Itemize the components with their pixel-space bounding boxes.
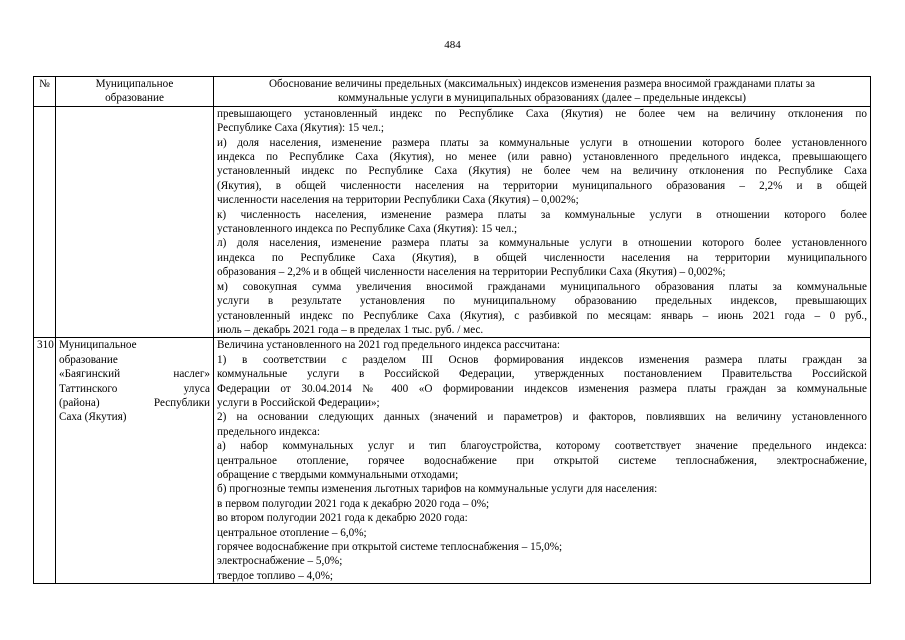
text-line: Федерации от 30.04.2014 № 400 «О формировании индексов изменения размера платы граждан за коммунальные — [217, 382, 867, 395]
text-line: образования – 2,2% и в общей численности населения на территории Республики Саха (Якутия) – 0,002%; — [217, 266, 726, 279]
text-line: во втором полугодии 2021 года к декабрю 2020 года: — [217, 512, 468, 525]
municipality-line: «Баягинский наслег» — [59, 368, 210, 381]
header-justification-line: коммунальные услуги в муниципальных образованиях (далее – предельные индексы) — [337, 92, 747, 105]
text-line: услуги в результате установления по муниципальному образованию предельных индексов, превышающих — [217, 295, 867, 308]
text-line: а) набор коммунальных услуг и тип благоустройства, которому соответствует значение предельного индекса: — [217, 440, 867, 453]
header-justification-line: Обоснование величины предельных (максимальных) индексов изменения размера вносимой гражданами платы за — [268, 78, 816, 90]
municipality-line: (района) Республики — [59, 396, 210, 409]
text-line: (Якутия), в общей численности населения на территории муниципального образования – 2,2% и в общей — [217, 179, 867, 192]
text-line: центральное отопление – 6,0%; — [217, 526, 367, 539]
text-line: Величина установленного на 2021 год предельного индекса рассчитана: — [217, 339, 561, 352]
text-line: численности населения на территории Республики Саха (Якутия) – 0,002%; — [217, 194, 579, 207]
municipality-line: образование — [59, 353, 118, 366]
text-line: обращение с твердыми коммунальными отходами; — [217, 468, 459, 481]
text-line: м) совокупная сумма увеличения вносимой гражданами муниципального образования платы за коммунальные — [217, 280, 867, 293]
text-line: коммунальные услуги в Российской Федерации, утвержденных постановлением Правительства Российской — [217, 368, 867, 381]
text-line: и) доля населения, изменение размера платы за коммунальные услуги в отношении которого более установленного — [217, 136, 867, 149]
text-line: установленный индекс по Республике Саха (Якутия), с разбивкой по месяцам: январь – июнь 2021 года – 0 руб., — [217, 309, 867, 322]
text-line: услуги в Российской Федерации»; — [217, 396, 380, 409]
indices-table — [33, 76, 871, 584]
row-municipality-cell — [56, 338, 214, 584]
text-line: твердое топливо – 4,0%; — [217, 569, 333, 582]
table-row — [34, 338, 871, 584]
row-justification-cell — [214, 106, 871, 338]
table-row — [34, 106, 871, 338]
text-line: горячее водоснабжение при открытой системе теплоснабжения – 15,0%; — [217, 541, 563, 553]
municipality-line: Таттинского улуса — [59, 382, 210, 395]
text-line: 2) на основании следующих данных (значений и параметров) и факторов, повлиявших на величину установленного — [217, 411, 867, 424]
municipality-line: Саха (Якутия) — [59, 411, 127, 424]
page-number: 484 — [444, 39, 461, 51]
text-line: центральное отопление, горячее водоснабжение при открытой системе теплоснабжения, электроснабжение, — [217, 454, 867, 467]
header-number-label: № — [39, 78, 50, 90]
row-justification-cell — [214, 338, 871, 584]
text-line: электроснабжение – 5,0%; — [217, 555, 343, 568]
row-number-cell: 310 — [34, 338, 56, 584]
header-municipality — [56, 77, 214, 107]
text-line: л) доля населения, изменение размера платы за коммунальные услуги в отношении которого более установленного — [217, 237, 867, 250]
header-municipality-line: образование — [105, 92, 164, 105]
text-line: индекса по Республике Саха (Якутия), но менее (или равно) установленного предельного индекса, превышающего — [217, 151, 867, 164]
header-justification — [214, 77, 871, 107]
text-line: установленный индекс по Республике Саха (Якутия) не более чем на величину отклонения по Республике Саха — [217, 165, 867, 178]
text-line: 1) в соответствии с разделом III Основ формирования индексов изменения размера платы граждан за — [217, 353, 867, 366]
text-line: превышающего установленный индекс по Республике Саха (Якутия) не более чем на величину отклонения по — [217, 107, 867, 120]
text-line: предельного индекса: — [217, 425, 320, 438]
text-line: июль – декабрь 2021 года – в пределах 1 тыс. руб. / мес. — [217, 323, 484, 336]
text-line: индекса по Республике Саха (Якутия), в общей численности населения на территории муниципального — [217, 251, 867, 264]
header-municipality-line: Муниципальное — [95, 78, 174, 90]
text-line: в первом полугодии 2021 года к декабрю 2020 года – 0%; — [217, 497, 490, 510]
row-number-cell — [34, 106, 56, 338]
text-line: Республике Саха (Якутия): 15 чел.; — [217, 122, 385, 135]
text-line: к) численность населения, изменение размера платы за коммунальные услуги в отношении которого более — [217, 208, 867, 221]
text-line: установленного индекса по Республике Саха (Якутия): 15 чел.; — [217, 223, 518, 236]
municipality-line: Муниципальное — [59, 339, 137, 352]
table-header-row — [34, 77, 871, 107]
text-line: б) прогнозные темпы изменения льготных тарифов на коммунальные услуги для населения: — [217, 483, 658, 496]
row-municipality-cell — [56, 106, 214, 338]
header-number — [34, 77, 56, 107]
